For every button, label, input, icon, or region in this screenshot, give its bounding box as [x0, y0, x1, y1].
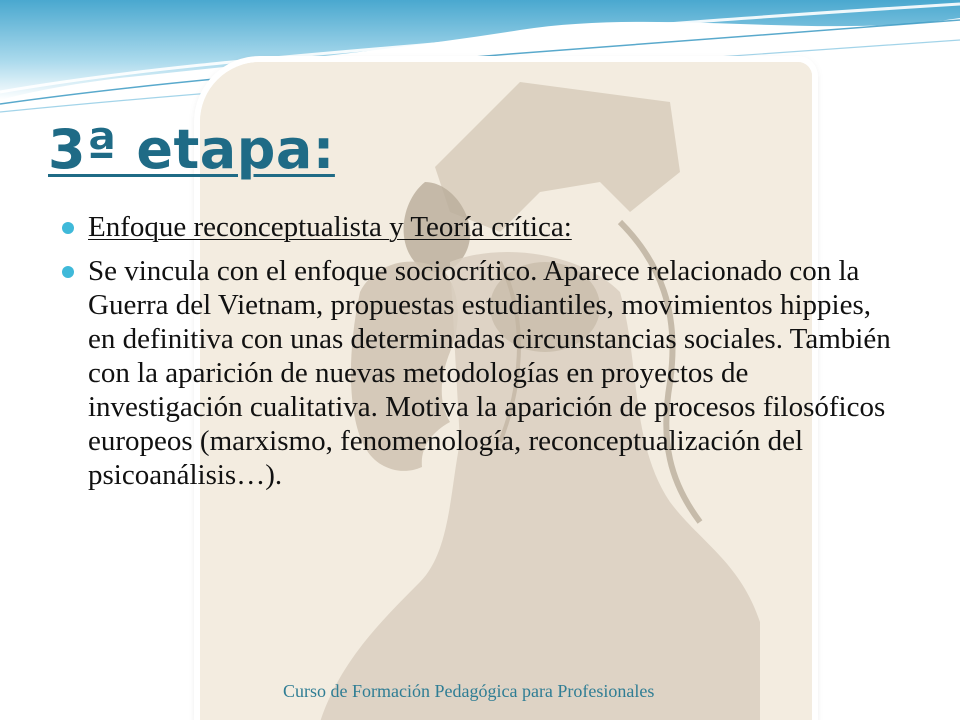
bullet-heading-text: Enfoque reconceptualista y Teoría crítica: — [88, 211, 572, 243]
bullet-list — [60, 210, 900, 502]
bullet-item — [60, 254, 900, 492]
slide-title: 3ª etapa: — [48, 118, 335, 181]
bullet-marker-icon — [62, 266, 74, 278]
bullet-body-text: Se vincula con el enfoque sociocrítico. Aparece relacionado con la Guerra del Vietnam, propuestas estudiantiles, movimientos hippies, en definitiva con unas determinadas circunstancias sociales. También con la aparición de nuevas metodologías en proyectos de investigación cualitativa. Motiva la aparición de procesos filosóficos europeos (marxismo, fenomenología, reconceptualización del psicoanálisis…). — [88, 255, 891, 491]
bullet-item — [60, 210, 900, 244]
slide-footer: Curso de Formación Pedagógica para Profesionales — [283, 681, 655, 701]
bullet-marker-icon — [62, 222, 74, 234]
